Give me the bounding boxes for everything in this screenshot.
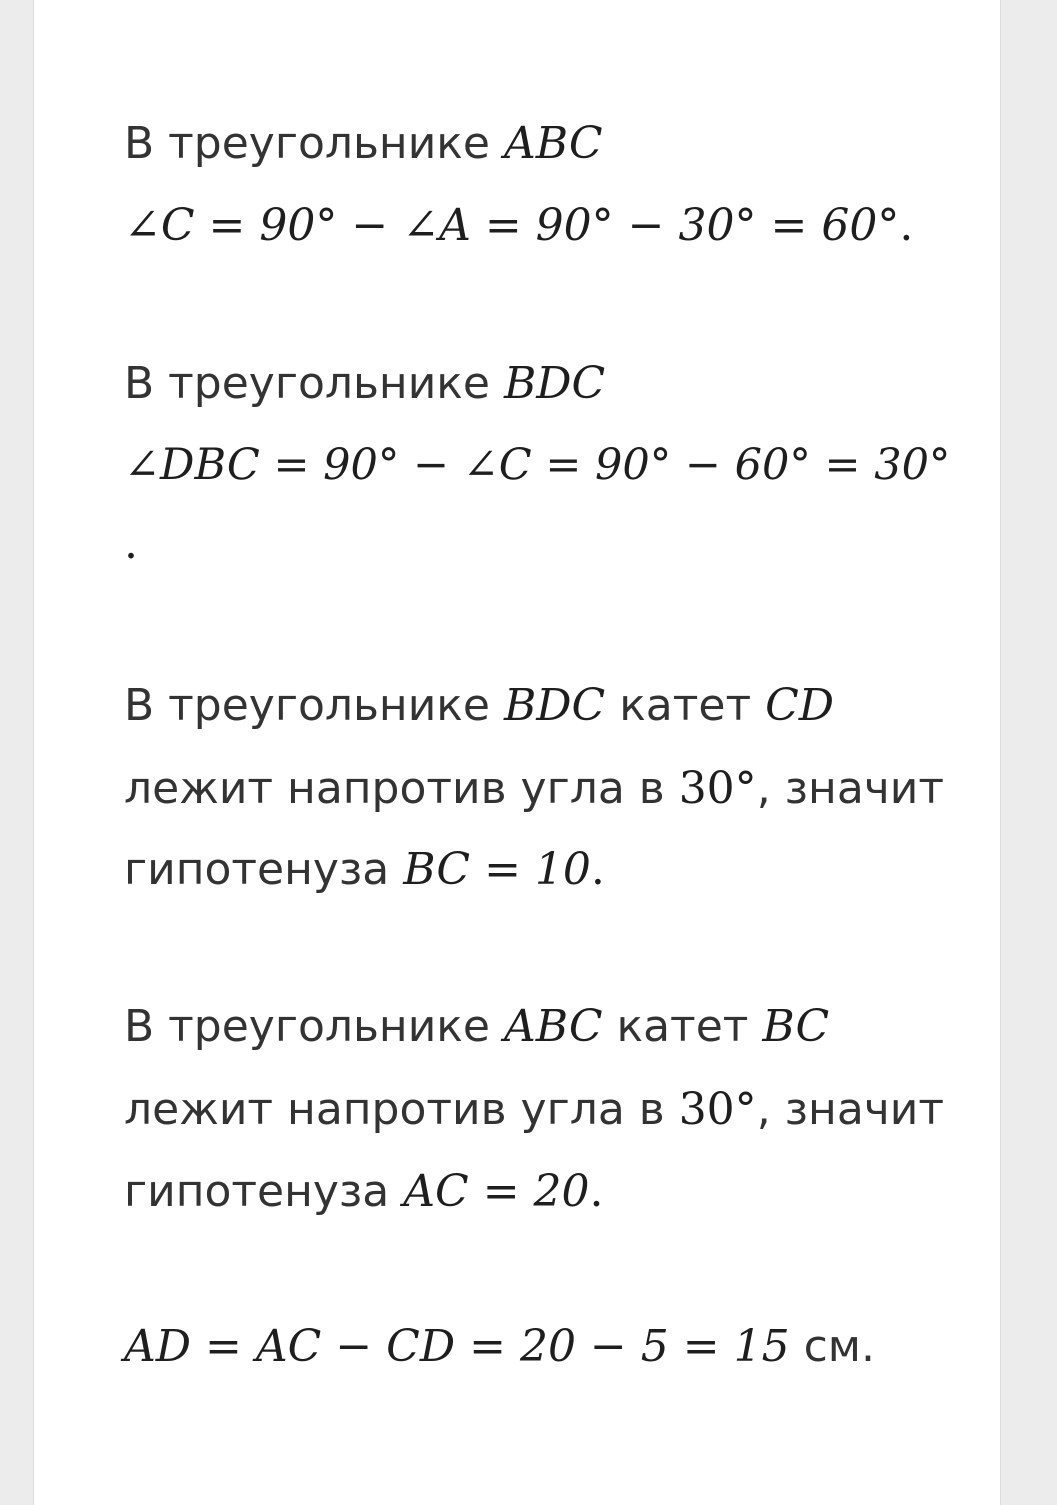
p4-line3 — [124, 1166, 604, 1217]
math-variable: BDC — [503, 680, 606, 731]
text-segment: гипотенуза — [124, 1166, 404, 1217]
text-segment: катет — [605, 680, 766, 731]
text-segment: катет — [602, 1001, 763, 1052]
p2-line3 — [124, 518, 138, 569]
text-segment: В треугольнике — [124, 118, 504, 169]
math-expression: BC = 10 — [403, 844, 591, 895]
text-segment: см. — [789, 1321, 875, 1372]
text-segment: гипотенуза — [124, 844, 404, 895]
p3-line1 — [124, 680, 835, 731]
math-period: . — [124, 518, 138, 569]
math-expression: ∠C = 90° − ∠A = 90° − 30° = 60° — [124, 200, 900, 251]
math-variable: ABC — [503, 1001, 603, 1052]
math-period: . — [590, 844, 605, 895]
p5-line1 — [124, 1321, 875, 1372]
math-expression: 30° — [678, 763, 757, 814]
p3-line2 — [124, 763, 945, 814]
math-variable: ABC — [503, 118, 603, 169]
text-segment: лежит напротив угла в — [124, 1084, 679, 1135]
p2-line2 — [124, 440, 951, 490]
text-segment: В треугольнике — [124, 1001, 504, 1052]
text-segment: В треугольнике — [124, 358, 504, 409]
p4-line1 — [124, 1001, 830, 1052]
p1-line2 — [124, 200, 914, 251]
p3-line3 — [124, 844, 605, 895]
p2-line1 — [124, 358, 606, 409]
text-segment: лежит напротив угла в — [124, 763, 679, 814]
math-expression: 30° — [678, 1084, 757, 1135]
math-expression: AC = 20 — [403, 1166, 590, 1217]
math-variable: CD — [765, 680, 835, 731]
math-period: . — [899, 200, 914, 251]
solution-card — [33, 0, 1001, 1505]
math-variable: BC — [762, 1001, 830, 1052]
math-expression: ∠DBC = 90° − ∠C = 90° − 60° = 30° — [124, 440, 951, 490]
math-expression: AD = AC − CD = 20 − 5 = 15 — [124, 1321, 790, 1372]
text-segment: , значит — [756, 763, 945, 814]
math-variable: BDC — [503, 358, 606, 409]
p1-line1 — [124, 118, 603, 169]
math-period: . — [589, 1166, 604, 1217]
text-segment: , значит — [756, 1084, 945, 1135]
text-segment: В треугольнике — [124, 680, 504, 731]
p4-line2 — [124, 1084, 945, 1135]
